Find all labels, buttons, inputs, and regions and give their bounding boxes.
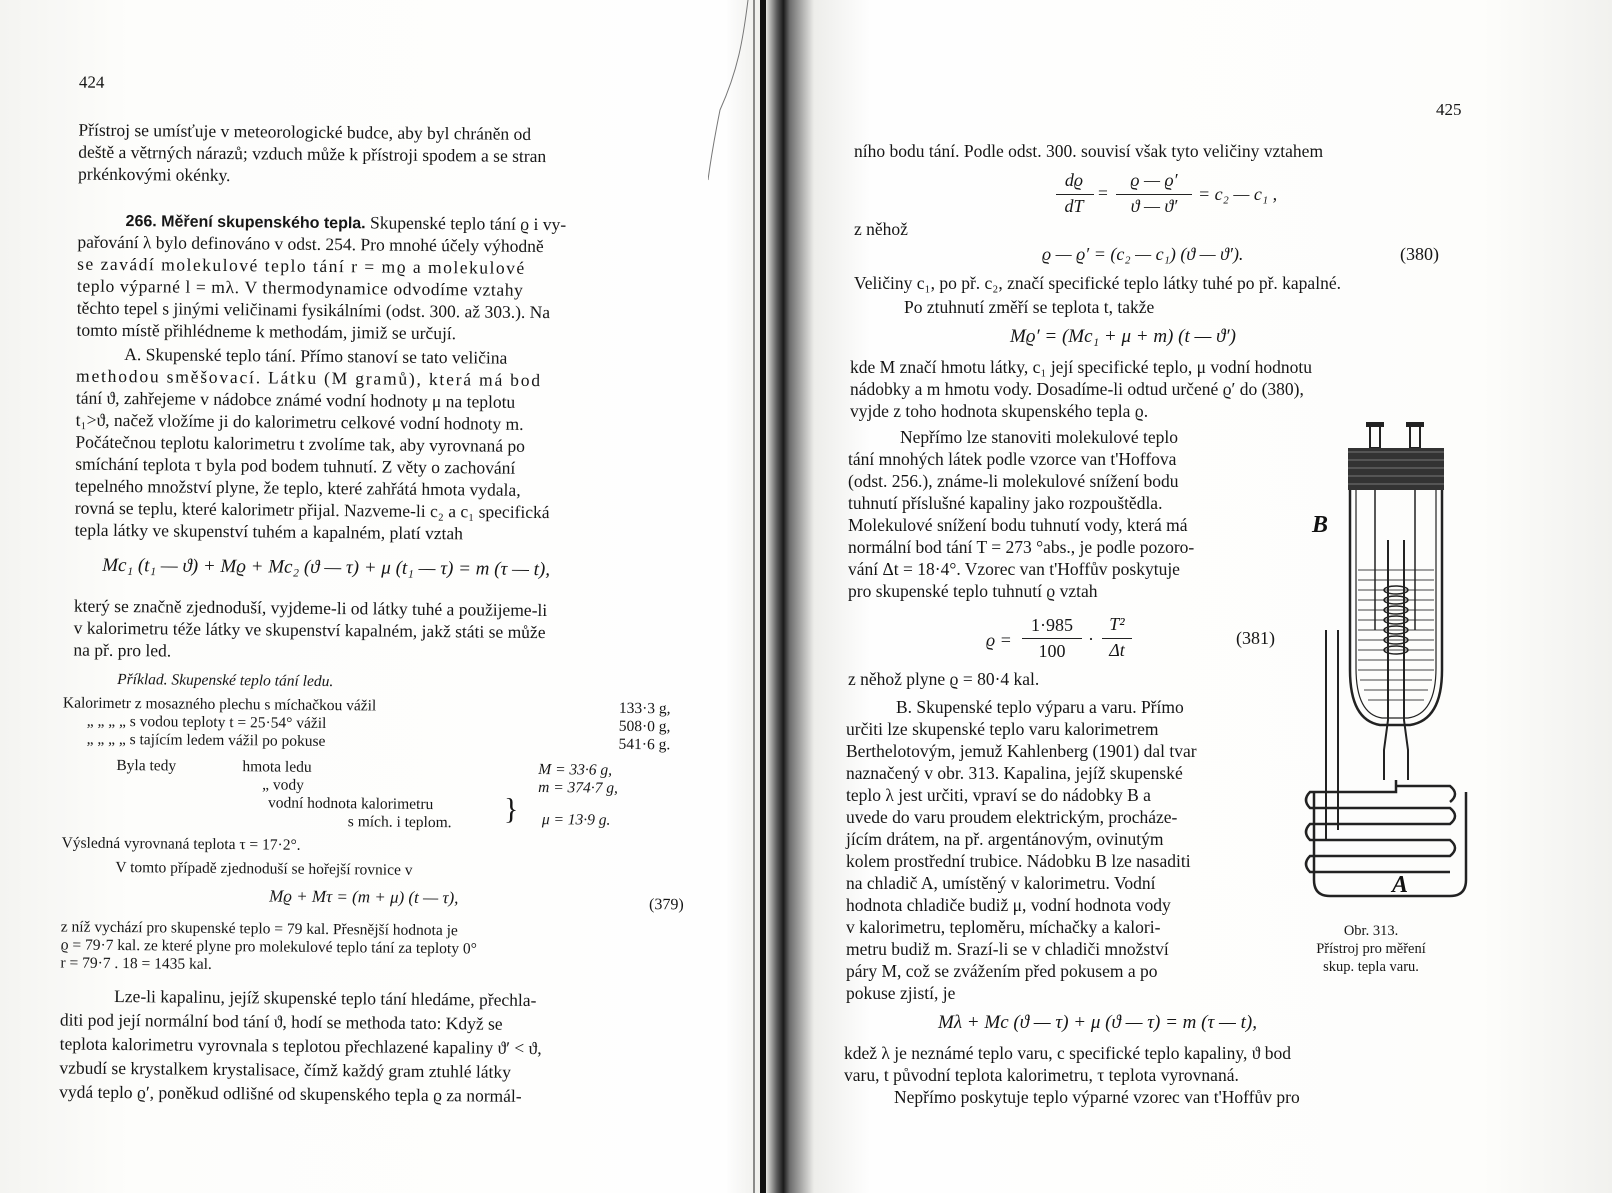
final-line: vydá teplo ϱ′, poněkud odlišné od skupenského tepla ϱ za normál- bbox=[59, 1081, 522, 1106]
line-d: jícím drátem, na př. argentánovým, ovinutým bbox=[846, 829, 1164, 849]
eq-frac-tail: = c₂ — c₁ , bbox=[1198, 184, 1278, 204]
label-b: B bbox=[1312, 512, 1329, 538]
left-page bbox=[0, 0, 720, 1193]
line-c: pro skupenské teplo tuhnutí ϱ vztah bbox=[848, 581, 1098, 601]
fraction-bar bbox=[1022, 638, 1082, 639]
result-line: Výsledná vyrovnaná teplota τ = 17·2°. bbox=[61, 834, 301, 854]
line-b: kde M značí hmotu látky, c₁ její specifické teplo, μ vodní hodnotu bbox=[850, 357, 1312, 377]
line-d: naznačený v obr. 313. Kapalina, jejíž skupenské bbox=[846, 763, 1183, 783]
partA-line: tepelného množství plyne, že teplo, které zahřátá hmota vydala, bbox=[74, 475, 521, 500]
eq381-num2: T² bbox=[1109, 614, 1125, 634]
was-label: Byla tedy bbox=[116, 756, 177, 775]
after-379-line: ϱ = 79·7 kal. ze které plyne pro molekulové teplo tání za teploty 0° bbox=[60, 936, 477, 958]
eq-frac-rhs-den: ϑ — ϑ′ bbox=[1130, 196, 1178, 216]
eq381-den2: Δt bbox=[1109, 640, 1125, 660]
final-line: diti pod její normální bod tání ϑ, hodí se methoda tato: Když se bbox=[59, 1009, 503, 1034]
z-nehoz: z něhož bbox=[854, 219, 908, 239]
line-after-381: z něhož plyne ϱ = 80·4 kal. bbox=[848, 669, 1040, 689]
eq-frac-rhs-num: ϱ — ϱ′ bbox=[1130, 170, 1178, 190]
example-row-label: „ „ „ „ s tajícím ledem vážil po pokuse bbox=[86, 730, 326, 750]
page-number-right: 425 bbox=[1436, 100, 1462, 119]
figure-caption-number: Obr. 313. bbox=[1343, 923, 1399, 939]
line-c: (odst. 256.), známe-li molekulové snížení bodu bbox=[848, 471, 1179, 491]
line-b: vyjde z toho hodnota skupenského tepla ϱ. bbox=[850, 401, 1149, 421]
line-d: uvede do varu proudem elektrickým, procháze- bbox=[846, 807, 1178, 827]
line-d: hodnota chladiče budiž μ, vodní hodnota vody bbox=[846, 895, 1171, 915]
section-line: těchto tepel s jinými veličinami fysikálními (odst. 300. až 303.). Na bbox=[76, 297, 551, 323]
partA-line: methodou směšovací. Látku (M gramů), která má bod bbox=[76, 365, 542, 391]
after-379-line: r = 79·7 . 18 = 1435 kal. bbox=[60, 954, 212, 973]
eq-frac-lhs-den: dT bbox=[1064, 196, 1084, 216]
mass-row-value: μ = 13·9 g. bbox=[541, 811, 611, 829]
line-d: B. Skupenské teplo výparu a varu. Přímo bbox=[896, 697, 1184, 717]
liquid-hatch bbox=[1358, 570, 1434, 700]
equation-380: ϱ — ϱ′ = (c₂ — c₁) (ϑ — ϑ′). bbox=[1042, 244, 1244, 264]
line-e: Nepřímo poskytuje teplo výparné vzorec van t'Hoffův pro bbox=[894, 1087, 1300, 1107]
section-heading: 266. Měření skupenského tepla. bbox=[125, 213, 366, 233]
page-number-left: 424 bbox=[78, 72, 105, 92]
section-line: Skupenské teplo tání ϱ i vy- bbox=[369, 212, 567, 235]
line-e: kdež λ je neznámé teplo varu, c specifické teplo kapaliny, ϑ bod bbox=[844, 1043, 1292, 1063]
mass-row-label: vodní hodnota kalorimetru bbox=[267, 794, 434, 814]
line-d: Berthelotovým, jemuž Kahlenberg (1901) dal tvar bbox=[846, 741, 1197, 761]
partA-line: t₁>ϑ, načež vložíme ji do kalorimetru celkové vodní hodnoty m. bbox=[75, 409, 524, 434]
section-line: tomto místě přihlédneme k methodám, jimiž se určují. bbox=[76, 319, 457, 344]
fraction-bar bbox=[1056, 194, 1094, 195]
final-line: Lze-li kapalinu, jejíž skupenské teplo tání hledáme, přechla- bbox=[114, 985, 537, 1011]
section-line: pařování λ bylo definováno v odst. 254. Pro mnohé účely výhodně bbox=[77, 231, 544, 257]
line-d: páry M, což se zvážením před pokusem a po bbox=[846, 961, 1158, 981]
terminal-left bbox=[1370, 426, 1380, 448]
figure-caption: Přístroj pro měření bbox=[1316, 941, 1426, 957]
terminal-cap bbox=[1406, 422, 1424, 427]
mass-row-label: hmota ledu bbox=[242, 758, 312, 776]
line-d: teplo λ jest určiti, vpraví se do nádobky B a bbox=[846, 785, 1151, 805]
line-a: Po ztuhnutí změří se teplota t, takže bbox=[904, 297, 1155, 317]
terminal-cap bbox=[1366, 422, 1384, 427]
section-line: se zavádí molekulové teplo tání r = mϱ a molekulové bbox=[77, 253, 526, 278]
equation-mid: Mϱ′ = (Mc₁ + μ + m) (t — ϑ′) bbox=[1010, 326, 1236, 347]
line-e: varu, t původní teplota kalorimetru, τ teplota vyrovnaná. bbox=[844, 1065, 1239, 1085]
page-tear-mark bbox=[708, 0, 758, 200]
line-c: tání mnohých látek podle vzorce van t'Hoffova bbox=[848, 449, 1177, 469]
intro-line: deště a větrných nárazů; vzduch může k přístroji spodem a se stran bbox=[78, 141, 547, 167]
line-c: tuhnutí příslušné kapaliny jako rozpouštědla. bbox=[848, 493, 1163, 513]
example-row-value: 133·3 g, bbox=[618, 699, 671, 718]
mass-row-value: M = 33·6 g, bbox=[538, 761, 613, 779]
top-line: ního bodu tání. Podle odst. 300. souvisí však tyto veličiny vztahem bbox=[854, 141, 1324, 161]
example-title: Příklad. Skupenské teplo tání ledu. bbox=[117, 670, 334, 691]
final-line: teplota kalorimetru vyrovnala s teplotou přechlazené kapaliny ϑ′ < ϑ, bbox=[59, 1033, 542, 1059]
figure-apparatus bbox=[1300, 420, 1480, 920]
mass-row-label: s mích. i teplom. bbox=[347, 813, 452, 832]
example-row-value: 508·0 g, bbox=[618, 717, 671, 736]
label-a: A bbox=[1392, 872, 1409, 898]
line-d: kolem prostřední trubice. Nádobku B lze nasaditi bbox=[846, 851, 1191, 871]
intro-line: Přístroj se umísťuje v meteorologické budce, aby byl chráněn od bbox=[78, 119, 532, 144]
line-d: na chladič A, umístěný v kalorimetru. Vodní bbox=[846, 873, 1156, 893]
line-c: Molekulové snížení bodu tuhnutí vody, která má bbox=[848, 515, 1188, 535]
equation-380-number: (380) bbox=[1400, 244, 1439, 264]
line-a: Veličiny c₁, po př. c₂, značí specifické teplo látky tuhé po př. kapalné. bbox=[854, 273, 1341, 293]
eq-frac-lhs-num: dϱ bbox=[1064, 170, 1084, 190]
section-line: teplo výparné l = mλ. V thermodynamice odvodíme vztahy bbox=[76, 275, 524, 300]
after-eq-line: na př. pro led. bbox=[73, 639, 172, 661]
mass-row-value: m = 374·7 g, bbox=[538, 779, 619, 797]
terminal-right bbox=[1410, 426, 1420, 448]
line-c: vání Δt = 18·4°. Vzorec van t'Hoffův poskytuje bbox=[848, 559, 1180, 579]
line-b: nádobky a m hmotu vody. Dosadíme-li odtud určené ϱ′ do (380), bbox=[850, 379, 1304, 399]
condenser-coil bbox=[1306, 780, 1455, 872]
line-c: Nepřímo lze stanoviti molekulové teplo bbox=[900, 427, 1178, 447]
eq381-num: 1·985 bbox=[1031, 615, 1073, 635]
line-c: normální bod tání T = 273 °abs., je podle pozoro- bbox=[848, 537, 1195, 557]
equation-381-number: (381) bbox=[1236, 628, 1275, 648]
line-d: metru budiž m. Srazí-li se v chladiči množství bbox=[846, 939, 1169, 959]
brace-glyph: } bbox=[503, 792, 519, 826]
right-page bbox=[830, 0, 1612, 1193]
partA-line: tání ϑ, zahřejeme v nádobce známé vodní hodnoty μ na teplotu bbox=[75, 387, 516, 412]
eq381-den: 100 bbox=[1038, 641, 1066, 661]
equation-379-number: (379) bbox=[648, 896, 684, 914]
equation-379: Mϱ + Mτ = (m + μ) (t — τ), bbox=[269, 886, 459, 908]
after-eq-line: který se značně zjednoduší, vyjdeme-li od látky tuhé a použijeme-li bbox=[73, 595, 548, 621]
intro-line: prkénkovými okénky. bbox=[77, 163, 231, 186]
partA-line: smíchání teplota τ byla pod bodem tuhnutí. Z věty o zachování bbox=[75, 453, 516, 478]
equation-main: Mc₁ (t₁ — ϑ) + Mϱ + Mc₂ (ϑ — τ) + μ (t₁ — τ) = m (τ — t), bbox=[102, 554, 551, 581]
line-d: určiti lze skupenské teplo varu kalorimetrem bbox=[846, 719, 1159, 739]
line-d: v kalorimetru, teploměru, míchačky a kalori- bbox=[846, 917, 1161, 937]
equals-sign: = bbox=[1098, 183, 1108, 203]
partA-line: A. Skupenské teplo tání. Přímo stanoví se tato veličina bbox=[124, 344, 508, 368]
equation-last: Mλ + Mc (ϑ — τ) + μ (ϑ — τ) = m (τ — t), bbox=[938, 1012, 1258, 1033]
eq381-lhs: ϱ = bbox=[986, 630, 1012, 650]
partA-line: Počátečnou teplotu kalorimetru t zvolíme tak, aby vyrovnaná po bbox=[75, 431, 526, 456]
eq381-dot: · bbox=[1088, 629, 1094, 649]
example-row-label: Kalorimetr z mosazného plechu s míchačkou vážil bbox=[62, 694, 377, 715]
simplify-line: V tomto případě zjednoduší se hořejší rovnice v bbox=[115, 858, 413, 879]
partA-line: rovná se teplu, které kalorimetr přijal. Nazveme-li c₂ a c₁ specifická bbox=[74, 497, 550, 523]
example-row-value: 541·6 g. bbox=[618, 735, 671, 754]
after-379-line: z níž vychází pro skupenské teplo = 79 kal. Přesnější hodnota je bbox=[60, 918, 458, 940]
example-row-label: „ „ „ „ s vodou teploty t = 25·54° vážil bbox=[86, 712, 327, 732]
line-d: pokuse zjistí, je bbox=[846, 983, 956, 1003]
fraction-bar bbox=[1102, 638, 1132, 639]
binding-crease bbox=[760, 0, 766, 1193]
after-eq-line: v kalorimetru téže látky ve skupenství kapalném, jakž státi se může bbox=[73, 617, 546, 643]
mass-row-label: „ vody bbox=[262, 776, 305, 794]
fraction-bar bbox=[1116, 194, 1192, 195]
final-line: vzbudí se krystalkem krystalisace, čímž každý gram ztuhlé látky bbox=[59, 1057, 511, 1082]
partA-line: tepla látky ve skupenství tuhém a kapalném, platí vztah bbox=[74, 519, 464, 544]
figure-caption: skup. tepla varu. bbox=[1323, 959, 1419, 975]
